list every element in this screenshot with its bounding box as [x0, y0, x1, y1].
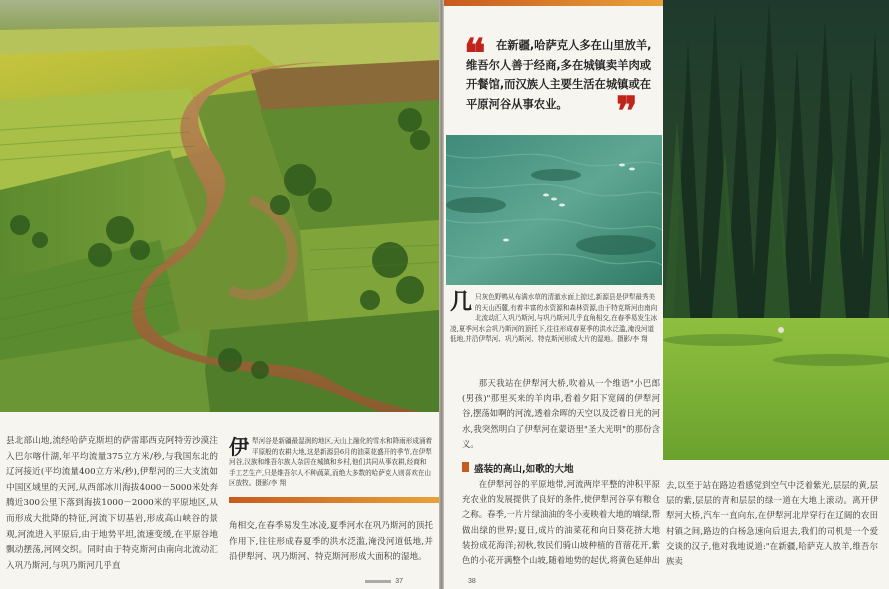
- photo-caption-right: [450, 292, 660, 345]
- body-text-column-2: 在伊犁河谷的平原地带,河流两岸平整的沖积平原充农业的发展提供了良好的条件,使伊犁河谷享有粮仓之称。春季,一片片绿油油的冬小麦映着大地的墒绿,帮做出绿的世界;夏日,成片的油菜花和向日葵花挤大地装扮成花海洋;初秋,牧民们骑山坡种植的苜蓿花开,紫色的小花开满整个山坡,随着地势的起伏,将黄色延伸出: [462, 479, 660, 566]
- forest-meadow-photo: [663, 0, 889, 460]
- section-subheading: 盛装的高山,如歌的大地: [474, 464, 574, 475]
- accent-bar-top: [444, 0, 663, 6]
- pull-quote-text: 在新疆,哈萨克人多在山里放羊,维吾尔人善于经商,多在城镇卖羊肉或开餐馆,而汉族人主要生活在城镇或在平原河谷从事农业。: [466, 39, 652, 111]
- close-quote-icon: ❞: [616, 88, 638, 135]
- accent-bar: [229, 497, 439, 503]
- caption-drop-cap: 几: [450, 290, 473, 315]
- page-number: 37: [395, 578, 403, 585]
- body-text-column-2: 角相交,在春季易发生冰凌,夏季河水在巩乃斯河的顶托作用下,往往形成春夏季的洪水泛滥,淹没河道低地,并沿伊犁河、巩乃斯河、特克斯河形成大面积的湿地。: [229, 521, 433, 563]
- caption-text: 只灰色野鸭从布满水草的清澈水面上掠过,新源县是伊犁最秀美的天山西麓,有着丰富的水资源和森林资源,由于特克斯河由南向北流动汇入巩乃斯河,与巩乃斯河几乎直角相交,在春季易发生冰凌,夏季河水会巩乃斯河的顶托下,往往形成春夏季的洪水泛滥,淹没河道低地,并沿伊犁河、巩乃斯河、特克斯河形成大片的湿地。摄影/李 翔: [450, 293, 658, 343]
- open-quote-icon: ❝: [464, 30, 486, 77]
- subhead-marker: [462, 462, 469, 472]
- magazine-logo: [365, 580, 391, 583]
- photo-caption-left: [229, 436, 433, 489]
- body-text-column-1: 县北部山地,流经哈萨克斯坦的萨雷耶西克阿特劳沙漠注入巴尔喀什湖,年平均流量375立方米/秒,与我国东北的辽河接近(平均流量400立方米/秒),伊犁河的三大支流如中国区域里的天河,从西部冰川海拔4000－5000米处奔腾近300公里下落到海拔1000－2000米的平原地区,从而形成大批降的特征,河流下切基岩,形成高山峡谷的景观,河流进入平原后,由于地势平坦,流速变缓,在平原谷地飘动摆荡,河网交织。同时由于特克斯河由南向北流动汇入巩乃斯河,与巩乃斯河几乎直: [6, 436, 218, 571]
- left-page: [0, 0, 439, 589]
- caption-drop-cap: 伊: [229, 435, 249, 459]
- river-photo-ducks: [446, 135, 662, 285]
- body-text-column-3: 去,以至于站在路边看感觉到空气中泛着紫光,层层的黄,层层的紫,层层的青和层层的绿一道在大地上滚动。离开伊犁河大桥,汽车一直向东,在伊犁河北岸穿行在辽阔的农田村镇之间,路边的白杨急速向后退去,我们的司机是一个爱交谈的汉子,他对我地说道:"在新疆,哈萨克人放羊,维吾尔族卖: [666, 480, 878, 567]
- hero-photo-river-valley: [0, 0, 439, 412]
- right-page: [444, 0, 889, 589]
- body-text-intro: 那天我站在伊犁河大桥,吹着从一个维语"小巴郎(男孩)"那里买来的羊肉串,看着夕阳下宽阔的伊犁河谷,摆荡如啊的河流,透着余晖的天空以及泛着日光的河水,我突然明白了伊犁河在蒙语里"圣大光明"的那份含义。: [462, 378, 660, 449]
- page-number: 38: [468, 578, 476, 585]
- caption-text: 犁河谷是新疆最湿润的地区,天山上融化的雪水和降雨形成涌着平原般的农耕大地,这是新源县6月的油菜花盛开的季节,在伊犁河谷,汉族和维吾尔族人杂居在城镇和乡村,他们共同从事农耕,经商和手工艺生产,只是维吾尔人不种蔬菜,而绝大多数的哈萨克人则喜欢在山区放牧。摄影/李 翔: [229, 437, 433, 487]
